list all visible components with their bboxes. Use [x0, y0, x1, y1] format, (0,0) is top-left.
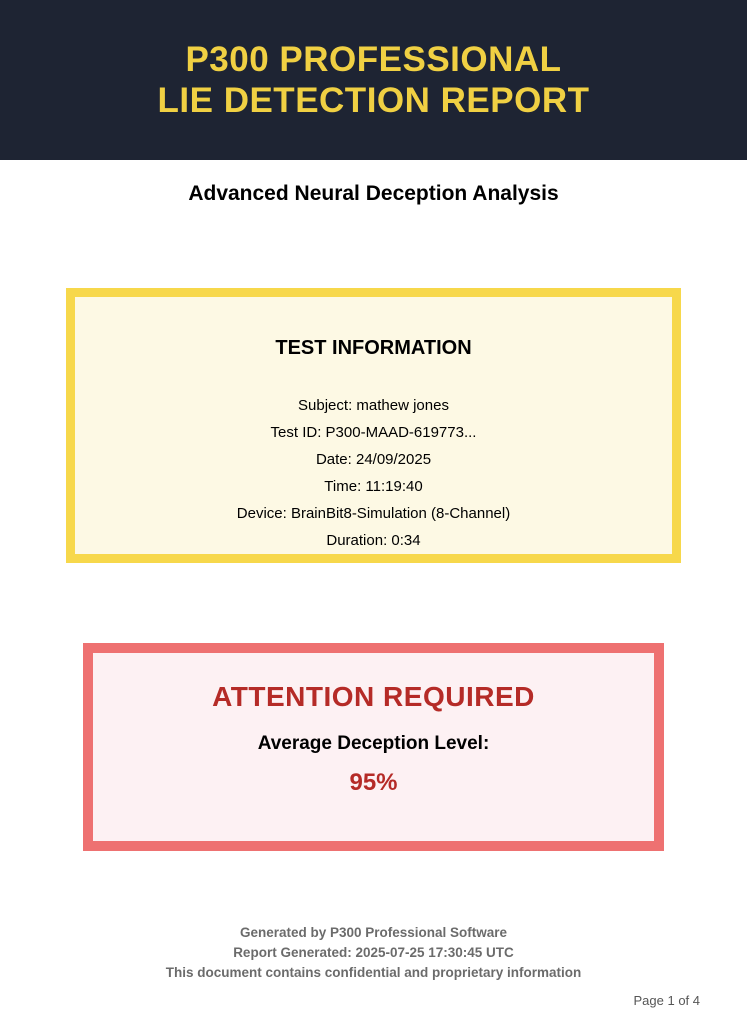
attention-required-heading: ATTENTION REQUIRED [212, 681, 535, 712]
test-info-time: Time: 11:19:40 [324, 478, 423, 495]
attention-required-box [83, 643, 664, 851]
test-info-test-id: Test ID: P300-MAAD-619773... [270, 424, 477, 441]
average-deception-level-value: 95% [349, 769, 398, 796]
test-information-heading: TEST INFORMATION [275, 337, 472, 359]
page-indicator: Page 1 of 4 [633, 993, 700, 1008]
report-header [0, 0, 747, 160]
report-title-line2: LIE DETECTION REPORT [157, 81, 590, 120]
test-info-subject: Subject: mathew jones [298, 397, 449, 414]
test-info-device: Device: BrainBit8-Simulation (8-Channel) [236, 505, 511, 522]
average-deception-level-label: Average Deception Level: [257, 733, 490, 754]
document-footer [0, 923, 747, 983]
footer-generated-by: Generated by P300 Professional Software [239, 925, 508, 940]
report-title [158, 39, 590, 122]
report-subtitle: Advanced Neural Deception Analysis [188, 182, 559, 205]
report-title-line1: P300 PROFESSIONAL [185, 39, 562, 79]
footer-confidentiality-notice: This document contains confidential and proprietary information [165, 965, 582, 980]
test-info-date: Date: 24/09/2025 [315, 451, 432, 468]
test-information-box [66, 288, 681, 563]
footer-report-generated: Report Generated: 2025-07-25 17:30:45 UTC [233, 945, 514, 960]
test-info-duration: Duration: 0:34 [326, 532, 421, 549]
